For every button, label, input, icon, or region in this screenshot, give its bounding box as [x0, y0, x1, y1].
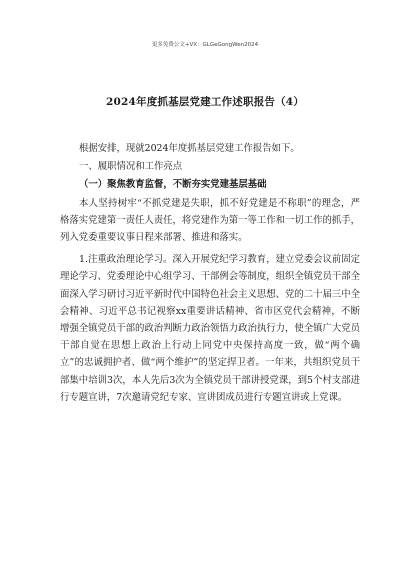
intro-paragraph: 根据安排，现就2024年度抓基层党建工作报告如下。: [79, 143, 300, 154]
section-heading: 一、履职情况和工作亮点: [79, 161, 183, 173]
subsection-heading: （一）聚焦教育监督，不断夯实党建基层基础: [79, 179, 267, 191]
header-note: 更多免费公文+VX：GLGeGongWen2024: [151, 42, 259, 48]
document-title: 2024年度抓基层党建工作述职报告（4）: [105, 96, 305, 108]
document-body: [60, 140, 360, 407]
body-paragraph-2: 1.注重政治理论学习。深入开展党纪学习教育，建立党委会议前固定理论学习、党委理论中心组学习、干部例会等制度，组织全镇党员干部全面深入学习研讨习近平新时代中国特色社会主义思想、党的二十届三中全会精神、习近平总书记视察xx重要讲话精神、省市区党代会精神，不断增强全镇党员干部的政治判断力政治领悟力政治执行力，使全镇广大党员干部自觉在思想上政治上行动上同党中央保持高度一致，做“两个确立”的忠诚拥护者、做“两个维护”的坚定捍卫者。一年来，共组织党员干部集中培训3次，本人先后3次为全镇党员干部讲授党课，到5个村支部进行专题宣讲，7次邀请党纪专家、宣讲团成员进行专题宣讲或上党课。: [60, 254, 361, 403]
body-paragraph-1: 本人坚持树牢“不抓党建是失职，抓不好党建是不称职”的理念，严格落实党建第一责任人责任，将党建作为第一等工作和一切工作的抓手，列入党委重要议事日程来部署、推进和落实。: [60, 197, 361, 244]
